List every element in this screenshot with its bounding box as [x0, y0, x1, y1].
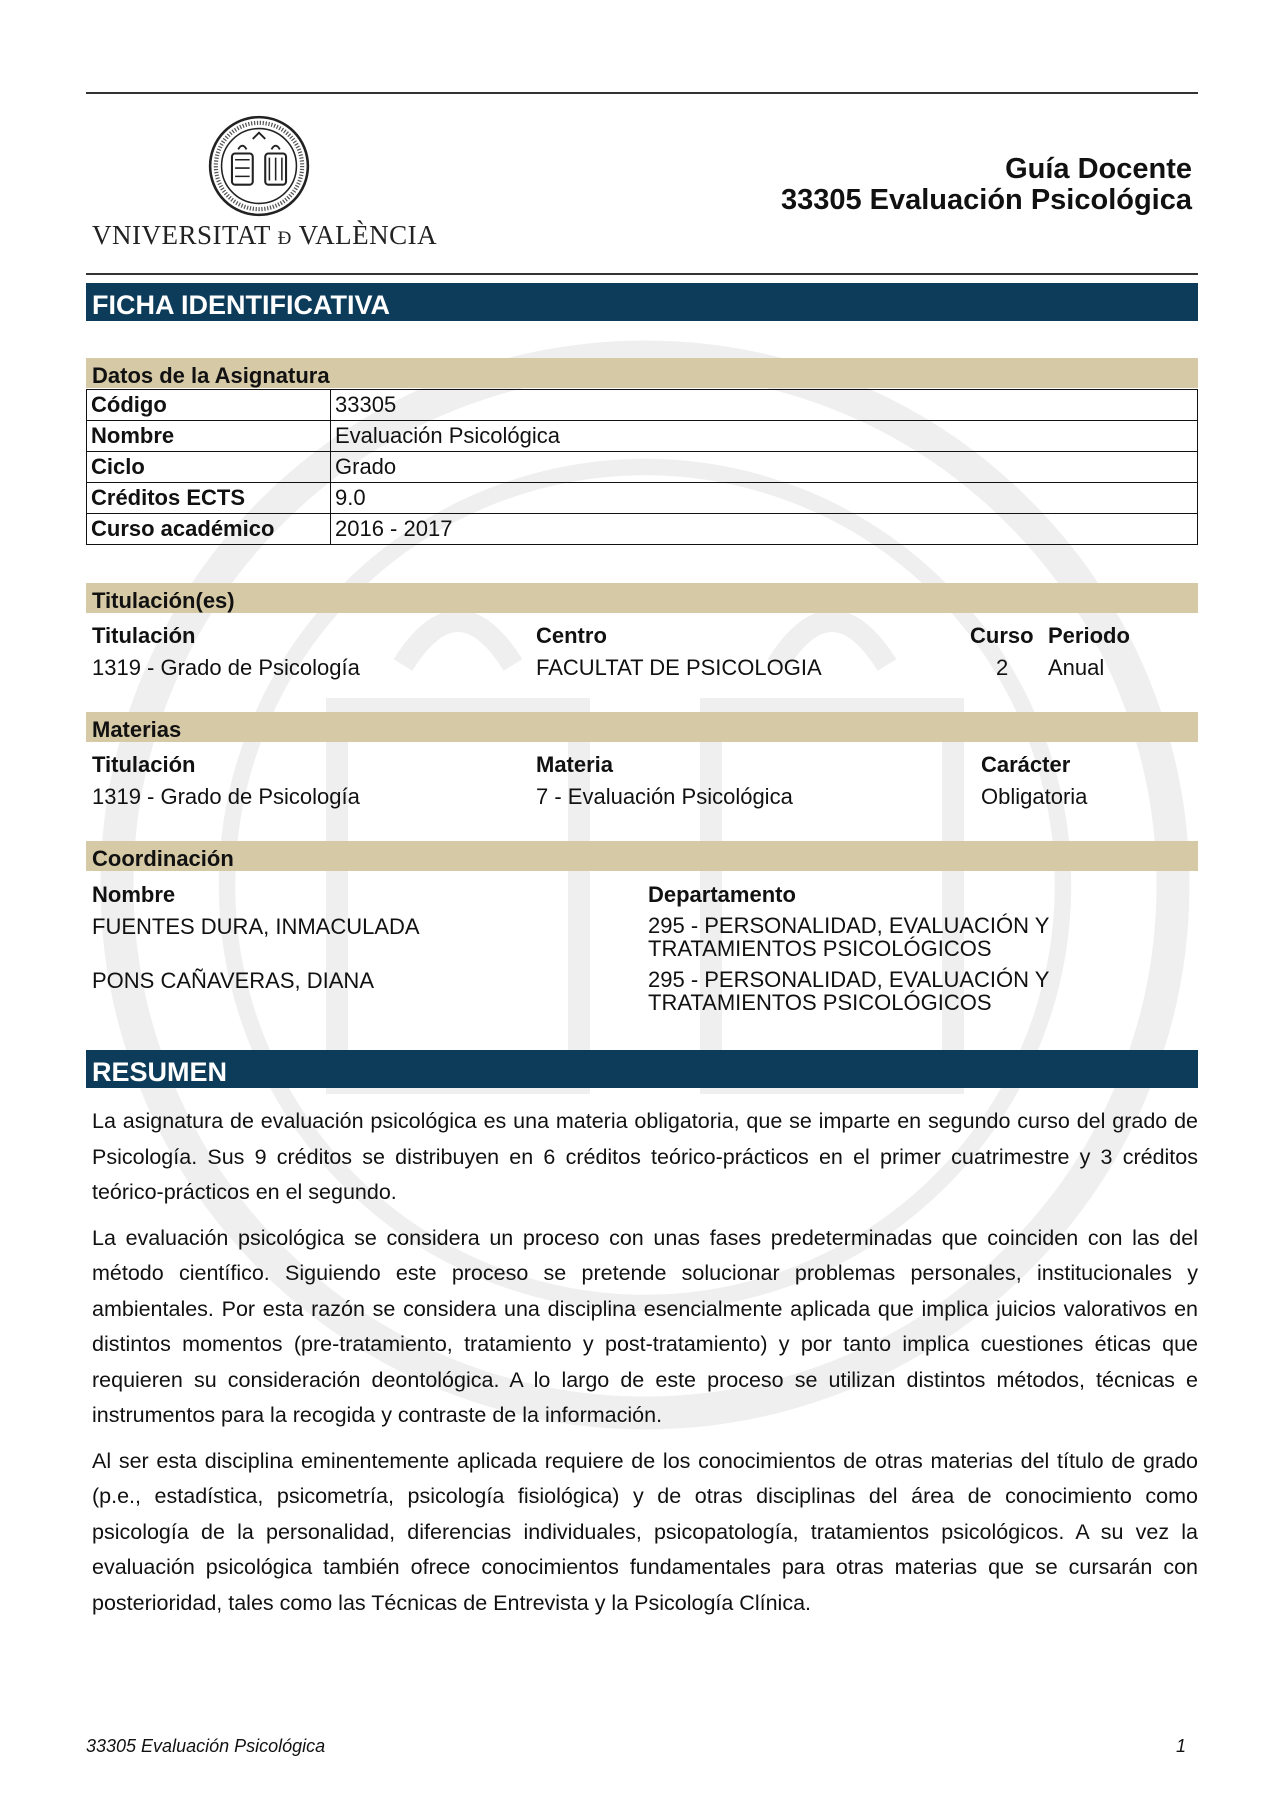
- caracter-value: Obligatoria: [981, 784, 1088, 809]
- centro-header: Centro: [536, 623, 607, 648]
- coordinador-name: PONS CAÑAVERAS, DIANA: [92, 968, 374, 993]
- materias-subheader: Materias: [86, 712, 1198, 742]
- datos-label: Créditos ECTS: [87, 483, 331, 514]
- resumen-body: [92, 1104, 1198, 1631]
- document-title: [781, 154, 1192, 216]
- coordinador-departamento: [648, 968, 1049, 1014]
- titulacion-header: Titulación: [92, 623, 196, 648]
- coordinador-name: FUENTES DURA, INMACULADA: [92, 914, 420, 939]
- materia-value: 7 - Evaluación Psicológica: [536, 784, 793, 809]
- departamento-line: TRATAMIENTOS PSICOLÓGICOS: [648, 990, 992, 1015]
- nombre-header: Nombre: [92, 882, 176, 907]
- resumen-section-bar: RESUMEN: [86, 1050, 1198, 1088]
- page-number: 1: [1175, 1736, 1186, 1756]
- coordinador-departamento: [648, 914, 1049, 960]
- centro-value: FACULTAT DE PSICOLOGIA: [536, 655, 822, 680]
- materia-header: Materia: [536, 752, 614, 777]
- curso-header: Curso: [970, 623, 1034, 648]
- footer-title: 33305 Evaluación Psicológica: [86, 1736, 326, 1756]
- table-row: [87, 483, 1198, 514]
- curso-value: 2: [996, 655, 1009, 680]
- materias-titulacion-value: 1319 - Grado de Psicología: [92, 784, 360, 809]
- datos-value: Evaluación Psicológica: [331, 421, 1198, 452]
- datos-label: Ciclo: [87, 452, 331, 483]
- ficha-section-bar: FICHA IDENTIFICATIVA: [86, 283, 1198, 321]
- resumen-paragraph: La asignatura de evaluación psicológica es una materia obligatoria, que se imparte en segundo curso del grado de Psicología. Sus 9 créditos se distribuyen en 6 créditos teórico-prácticos en el primer cuatrimestre y 3 créditos teórico-prácticos en el segundo.: [92, 1109, 1198, 1204]
- title-line-2: 33305 Evaluación Psicológica: [780, 184, 1192, 216]
- coordinacion-subheader: Coordinación: [86, 841, 1198, 871]
- datos-label: Curso académico: [87, 514, 331, 545]
- caracter-header: Carácter: [981, 752, 1071, 777]
- periodo-value: Anual: [1048, 655, 1105, 680]
- resumen-paragraph: La evaluación psicológica se considera un proceso con unas fases predeterminadas que coinciden con las del método científico. Siguiendo este proceso se pretende solucionar problemas personales, institucionales y ambientales. Por esta razón se considera una disciplina esencialmente aplicada que implica juicios valorativos en distintos momentos (pre-tratamiento, tratamiento y post-tratamiento) y por tanto implica cuestiones éticas que requieren su consideración deontológica. A lo largo de este proceso se utilizan distintos métodos, técnicas e instrumentos para la recogida y contraste de la información.: [92, 1225, 1198, 1427]
- datos-value: 33305: [331, 390, 1198, 421]
- table-row: [87, 514, 1198, 545]
- title-line-1: Guía Docente: [1005, 153, 1192, 185]
- document-page: [86, 0, 1198, 1811]
- university-seal-icon: [207, 114, 311, 218]
- departamento-line: 295 - PERSONALIDAD, EVALUACIÓN Y: [648, 967, 1050, 992]
- materias-titulacion-header: Titulación: [92, 752, 196, 777]
- table-row: [87, 452, 1198, 483]
- table-row: [87, 390, 1198, 421]
- table-row: [87, 421, 1198, 452]
- departamento-line: TRATAMIENTOS PSICOLÓGICOS: [648, 936, 992, 961]
- datos-label: Código: [87, 390, 331, 421]
- top-rule: [86, 92, 1198, 94]
- resumen-paragraph: Al ser esta disciplina eminentemente aplicada requiere de los conocimientos de otras materias del título de grado (p.e., estadística, psicometría, psicología fisiológica) y de otras disciplinas del área de conocimiento como psicología de la personalidad, diferencias individuales, psicopatología, tratamientos psicológicos. A su vez la evaluación psicológica también ofrece conocimientos fundamentales para otras materias que se cursarán con posterioridad, tales como las Técnicas de Entrevista y la Psicología Clínica.: [92, 1448, 1198, 1615]
- university-logo: [92, 114, 438, 254]
- periodo-header: Periodo: [1048, 623, 1130, 648]
- datos-value: Grado: [331, 452, 1198, 483]
- header-rule: [86, 273, 1198, 275]
- departamento-line: 295 - PERSONALIDAD, EVALUACIÓN Y: [648, 913, 1050, 938]
- university-wordmark: VNIVERSITAT ð VALÈNCIA: [92, 220, 438, 250]
- titulaciones-subheader: Titulación(es): [86, 583, 1198, 613]
- datos-table: [86, 389, 1198, 545]
- departamento-header: Departamento: [648, 882, 796, 907]
- datos-subheader: Datos de la Asignatura: [86, 358, 1198, 388]
- datos-value: 9.0: [331, 483, 1198, 514]
- datos-value: 2016 - 2017: [331, 514, 1198, 545]
- titulacion-value: 1319 - Grado de Psicología: [92, 655, 360, 680]
- datos-label: Nombre: [87, 421, 331, 452]
